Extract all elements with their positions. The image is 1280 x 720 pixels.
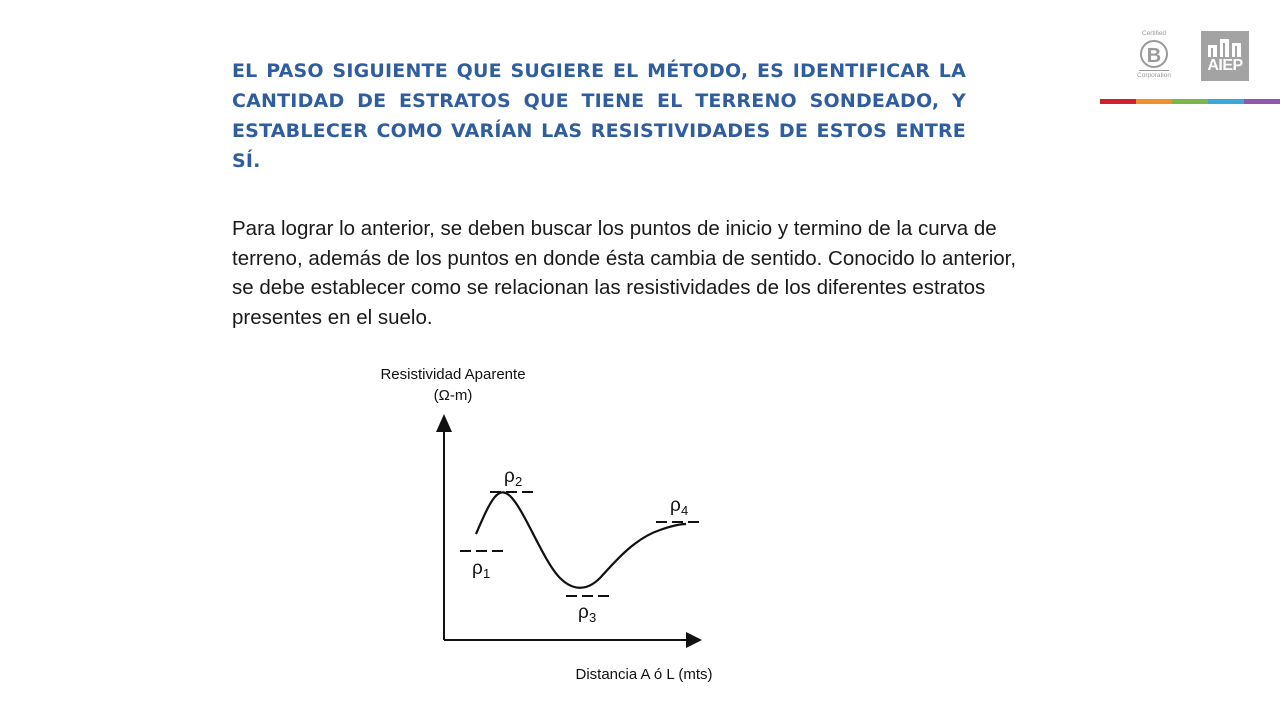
bcorp-logo-bar (1139, 70, 1169, 71)
bcorp-logo-letter: B (1140, 40, 1168, 68)
color-stripe-segment (1172, 99, 1208, 104)
chart-x-axis-arrow (686, 632, 702, 648)
aiep-logo (1201, 31, 1249, 81)
resistivity-chart (360, 352, 740, 696)
bcorp-logo (1134, 30, 1174, 82)
chart-rho1-symbol: ρ (472, 558, 483, 579)
chart-rho4-subscript: 4 (681, 503, 689, 518)
bcorp-logo-top-text: Certified (1141, 30, 1167, 37)
chart-rho2-symbol: ρ (504, 466, 515, 487)
resistivity-chart-svg (360, 352, 740, 696)
color-stripe (1100, 99, 1280, 104)
chart-rho2-subscript: 2 (515, 474, 523, 489)
chart-ylabel-line2: (Ω-m) (433, 387, 473, 404)
chart-y-axis-arrow (436, 414, 452, 432)
chart-rho3-subscript: 3 (589, 610, 597, 625)
color-stripe-segment (1244, 99, 1280, 104)
color-stripe-segment (1208, 99, 1244, 104)
aiep-logo-text: AIEP (1207, 57, 1243, 74)
color-stripe-segment (1136, 99, 1172, 104)
bcorp-logo-bottom-text: Corporation (1137, 72, 1171, 79)
slide-heading: EL PASO SIGUIENTE QUE SUGIERE EL MÉTODO, ES IDENTIFICAR LA CANTIDAD DE ESTRATOS QUE TIENE EL TERRENO SONDEADO, Y ESTABLECER COMO VARÍAN LAS RESISTIVIDADES DE ESTOS ENTRE SÍ. (232, 60, 966, 172)
chart-rho3-symbol: ρ (578, 602, 589, 623)
chart-rho4-symbol: ρ (670, 495, 681, 516)
slide-paragraph: Para lograr lo anterior, se deben buscar los puntos de inicio y termino de la curva de terreno, además de los puntos en donde ésta cambia de sentido. Conocido lo anterior, se debe establecer como se relacionan las resistividades de los diferentes estratos presentes en el suelo. (232, 217, 1017, 329)
chart-ylabel-line1: Resistividad Aparente (380, 366, 526, 383)
chart-xlabel: Distancia A ó L (mts) (575, 666, 713, 683)
chart-resistivity-curve (476, 492, 689, 587)
chart-rho1-subscript: 1 (483, 566, 491, 581)
color-stripe-segment (1100, 99, 1136, 104)
aiep-building-icon (1207, 37, 1243, 57)
